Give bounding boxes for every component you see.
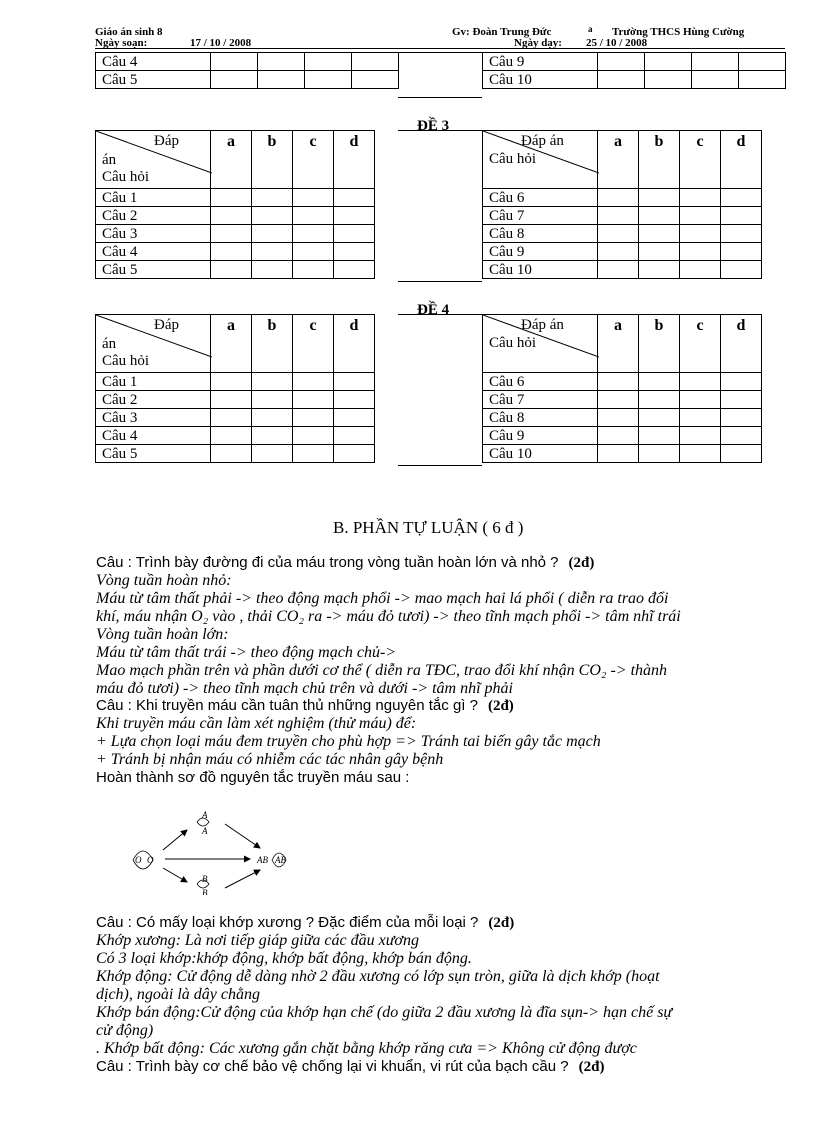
arrow-o-a <box>163 830 187 850</box>
group-o-right: O <box>147 855 154 865</box>
row-label: Câu 6 <box>483 189 598 207</box>
diag-mid-label: án <box>102 152 117 168</box>
row-label: Câu 7 <box>483 207 598 225</box>
answer-line: Vòng tuần hoàn nhỏ: <box>96 572 232 589</box>
row-label: Câu 4 <box>96 53 211 71</box>
header-ngay-soan-date: 17 / 10 / 2008 <box>190 37 252 49</box>
header-ngay-day-date: 25 / 10 / 2008 <box>586 37 648 49</box>
col-a: a <box>598 131 639 189</box>
group-b-top: B <box>202 874 208 884</box>
question-points: (2đ) <box>488 915 515 931</box>
col-b: b <box>639 131 680 189</box>
diag-bot-label: Câu hỏi <box>102 353 150 369</box>
col-d: d <box>721 315 762 373</box>
header-left-title: Giáo án sinh 8 <box>95 26 163 38</box>
row-label: Câu 5 <box>96 71 211 89</box>
answer-line: Khớp xương: Là nơi tiếp giáp giữa các đầu xương <box>96 932 419 949</box>
group-b-bot: B <box>202 888 208 895</box>
row-label: Câu 4 <box>96 243 211 261</box>
question-2 <box>96 697 514 715</box>
row-label: Câu 3 <box>96 225 211 243</box>
row-label: Câu 3 <box>96 409 211 427</box>
question-3 <box>96 914 514 932</box>
question-points: (2đ) <box>568 555 595 571</box>
de3-gap <box>398 130 482 282</box>
question-points: (2đ) <box>487 698 514 714</box>
header-ngay-soan-label: Ngày soạn: <box>95 37 148 49</box>
row-label: Câu 8 <box>483 225 598 243</box>
row-label: Câu 9 <box>483 427 598 445</box>
row-label: Câu 4 <box>96 427 211 445</box>
header-ngay-day-label: Ngày dạy: <box>514 37 562 49</box>
answer-line: khí, máu nhận O₂ vào , thải CO₂ ra -> máu đỏ tươi) -> theo tĩnh mạch phổi -> tâm nhĩ trái <box>96 608 681 625</box>
answer-line: + Lựa chọn loại máu đem truyền cho phù hợp => Tránh tai biến gây tắc mạch <box>96 733 601 750</box>
col-d: d <box>334 315 375 373</box>
row-label: Câu 7 <box>483 391 598 409</box>
col-a: a <box>598 315 639 373</box>
answer-line: Khi truyền máu cần làm xét nghiệm (thử máu) để: <box>96 715 417 732</box>
diag-top-label: Đáp <box>154 133 179 149</box>
arrow-o-b <box>163 868 187 882</box>
group-a-top: A <box>202 810 208 820</box>
section-b-title: B. PHẦN TỰ LUẬN ( 6 đ ) <box>333 518 524 537</box>
answer-line: Khớp bán động:Cử động của khớp hạn chế (do giữa 2 đầu xương là đĩa sụn-> hạn chế sự <box>96 1004 673 1021</box>
header-bullet-icon: a <box>588 24 593 34</box>
header-teacher: Gv: Đoàn Trung Đức <box>452 26 552 38</box>
de4-gap <box>398 314 482 466</box>
answer-line: Máu từ tâm thất trái -> theo động mạch chủ-> <box>96 644 397 661</box>
top-table-left <box>95 52 399 89</box>
top-table-right <box>482 52 786 89</box>
de4-table-left <box>95 314 375 463</box>
question-text: Câu : Khi truyền máu cần tuân thủ những nguyên tắc gì ? <box>96 697 478 714</box>
question-text: Câu : Có mấy loại khớp xương ? Đặc điểm của mỗi loại ? <box>96 914 479 931</box>
row-label: Câu 5 <box>96 445 211 463</box>
row-label: Câu 1 <box>96 373 211 391</box>
answer-line: cử động) <box>96 1022 154 1039</box>
diag-top-label: Đáp <box>154 317 179 333</box>
diag-top-label: Đáp án <box>521 317 564 333</box>
col-b: b <box>639 315 680 373</box>
diag-header <box>483 131 598 189</box>
question-text: Câu : Trình bày cơ chế bảo vệ chống lại vi khuẩn, vi rút của bạch cầu ? <box>96 1058 569 1075</box>
col-a: a <box>211 131 252 189</box>
answer-line: + Tránh bị nhận máu có nhiễm các tác nhân gây bệnh <box>96 751 444 768</box>
row-label: Câu 9 <box>483 53 598 71</box>
col-c: c <box>680 315 721 373</box>
question-1 <box>96 554 594 572</box>
diag-bot-label: Câu hỏi <box>489 335 537 351</box>
row-label: Câu 5 <box>96 261 211 279</box>
row-label: Câu 1 <box>96 189 211 207</box>
question-points: (2đ) <box>578 1059 605 1075</box>
col-c: c <box>293 131 334 189</box>
answer-line: Mao mạch phần trên và phần dưới cơ thể ( diễn ra TĐC, trao đổi khí nhận CO₂ -> thành <box>96 662 668 679</box>
de4-table-right <box>482 314 762 463</box>
col-b: b <box>252 131 293 189</box>
answer-line: máu đỏ tươi) -> theo tĩnh mạch chủ trên và dưới -> tâm nhĩ phải <box>96 680 513 697</box>
diag-top-label: Đáp án <box>521 133 564 149</box>
de3-title: ĐỀ 3 <box>417 118 450 134</box>
group-a-bot: A <box>202 826 208 836</box>
arrow-b-ab <box>225 870 260 888</box>
col-d: d <box>721 131 762 189</box>
col-c: c <box>293 315 334 373</box>
question-4 <box>96 1058 604 1076</box>
diag-header <box>96 315 211 373</box>
diag-header <box>483 315 598 373</box>
diag-bot-label: Câu hỏi <box>102 169 150 185</box>
header-school: Trường THCS Hùng Cường <box>612 26 745 38</box>
row-label: Câu 2 <box>96 391 211 409</box>
row-label: Câu 8 <box>483 409 598 427</box>
group-ab-right: AB <box>275 855 286 865</box>
col-a: a <box>211 315 252 373</box>
row-label: Câu 2 <box>96 207 211 225</box>
answer-line: . Khớp bất động: Các xương gắn chặt bằng khớp răng cưa => Không cử động được <box>96 1040 637 1057</box>
col-d: d <box>334 131 375 189</box>
row-label: Câu 10 <box>483 445 598 463</box>
col-b: b <box>252 315 293 373</box>
row-label: Câu 10 <box>483 71 598 89</box>
row-label: Câu 6 <box>483 373 598 391</box>
de3-table-left <box>95 130 375 279</box>
question-text: Câu : Trình bày đường đi của máu trong vòng tuần hoàn lớn và nhỏ ? <box>96 554 559 571</box>
answer-line: Hoàn thành sơ đồ nguyên tắc truyền máu sau : <box>96 769 410 786</box>
transfusion-diagram <box>125 800 305 895</box>
group-ab-left: AB <box>257 855 268 865</box>
header-divider <box>95 48 785 49</box>
col-c: c <box>680 131 721 189</box>
answer-line: Có 3 loại khớp:khớp động, khớp bất động, khớp bán động. <box>96 950 472 967</box>
arrow-a-ab <box>225 824 260 848</box>
de4-title: ĐỀ 4 <box>417 302 450 318</box>
answer-line: Vòng tuần hoàn lớn: <box>96 626 229 643</box>
answer-line: dịch), ngoài là dây chằng <box>96 986 260 1003</box>
diag-header <box>96 131 211 189</box>
answer-line: Máu từ tâm thất phải -> theo động mạch phổi -> mao mạch hai lá phổi ( diễn ra trao đổi <box>96 590 669 607</box>
top-table-gap <box>398 52 482 98</box>
row-label: Câu 10 <box>483 261 598 279</box>
de3-table-right <box>482 130 762 279</box>
answer-line: Khớp động: Cử động dễ dàng nhờ 2 đầu xương có lớp sụn tròn, giữa là dịch khớp (hoạt <box>96 968 660 985</box>
diag-mid-label: án <box>102 336 117 352</box>
diag-bot-label: Câu hỏi <box>489 151 537 167</box>
group-o-left: O <box>135 855 142 865</box>
row-label: Câu 9 <box>483 243 598 261</box>
